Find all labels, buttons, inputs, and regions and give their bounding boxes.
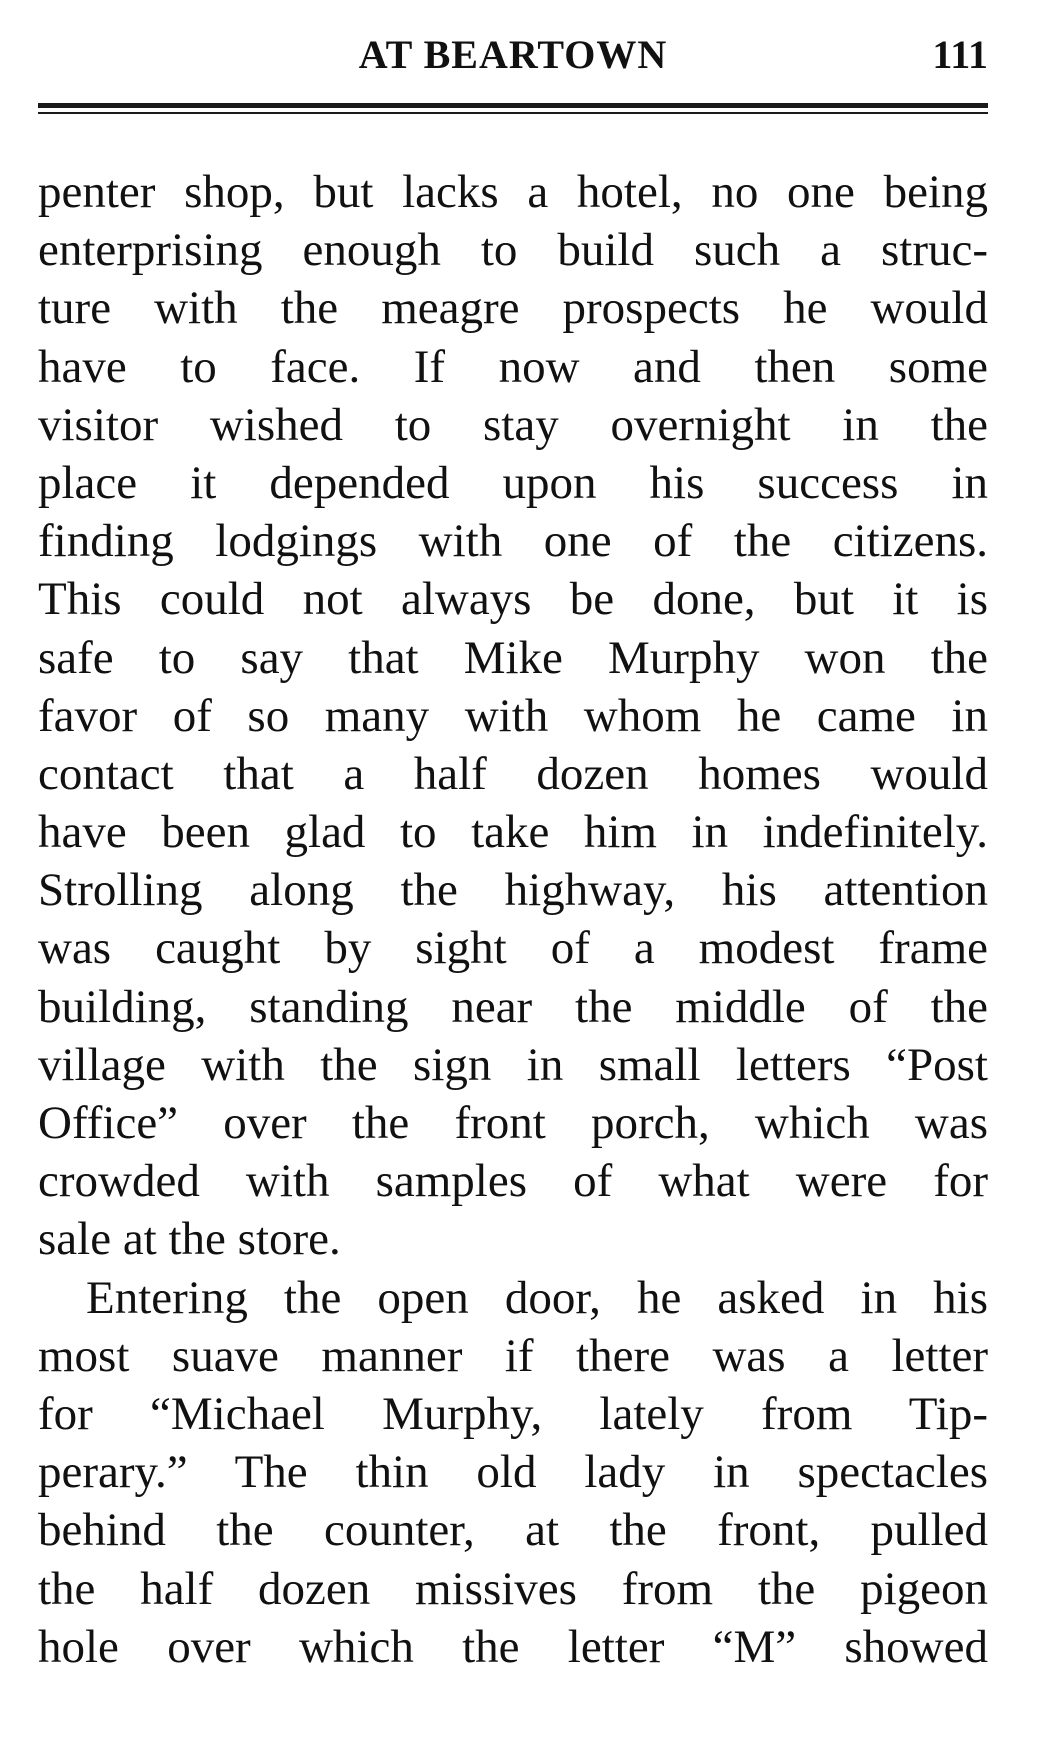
text-line: was caught by sight of a modest frame: [38, 922, 988, 975]
header-rule-thin: [38, 112, 988, 114]
text-line: hole over which the letter “M” showed: [38, 1620, 988, 1673]
running-head: [38, 30, 988, 80]
text-line: Office” over the front porch, which was: [38, 1097, 988, 1149]
text-line: sale at the store.: [38, 1213, 341, 1266]
text-line: penter shop, but lacks a hotel, no one being: [38, 166, 988, 218]
text-line: place it depended upon his success in: [38, 456, 988, 509]
page-number: 111: [932, 32, 988, 77]
text-line: This could not always be done, but it is: [38, 573, 988, 626]
paragraph-2: [38, 1269, 988, 1676]
text-line: Strolling along the highway, his attention: [38, 864, 988, 917]
text-line: visitor wished to stay overnight in the: [38, 398, 988, 451]
text-line: safe to say that Mike Murphy won the: [38, 631, 988, 684]
text-line: building, standing near the middle of the: [38, 980, 988, 1033]
text-line: have been glad to take him in indefinitely.: [38, 806, 988, 859]
text-line: finding lodgings with one of the citizens.: [38, 515, 988, 568]
text-line: have to face. If now and then some: [38, 340, 988, 393]
text-line: favor of so many with whom he came in: [38, 689, 988, 742]
text-line: contact that a half dozen homes would: [38, 747, 988, 800]
text-line: perary.” The thin old lady in spectacles: [38, 1446, 988, 1499]
text-line: for “Michael Murphy, lately from Tip-: [38, 1387, 988, 1440]
text-line: ture with the meagre prospects he would: [38, 282, 988, 335]
text-line: enterprising enough to build such a struc-: [38, 224, 988, 277]
text-line: the half dozen missives from the pigeon: [38, 1562, 988, 1615]
running-title: AT BEARTOWN: [358, 32, 668, 77]
text-line: Entering the open door, he asked in his: [86, 1271, 988, 1324]
paragraph-1: [38, 163, 988, 1269]
body-text: [38, 163, 988, 1676]
header-rule-thick: [38, 103, 988, 108]
text-line: village with the sign in small letters “Post: [38, 1038, 988, 1091]
text-line: behind the counter, at the front, pulled: [38, 1504, 988, 1557]
text-line: most suave manner if there was a letter: [38, 1329, 988, 1382]
text-line: crowded with samples of what were for: [38, 1155, 988, 1208]
